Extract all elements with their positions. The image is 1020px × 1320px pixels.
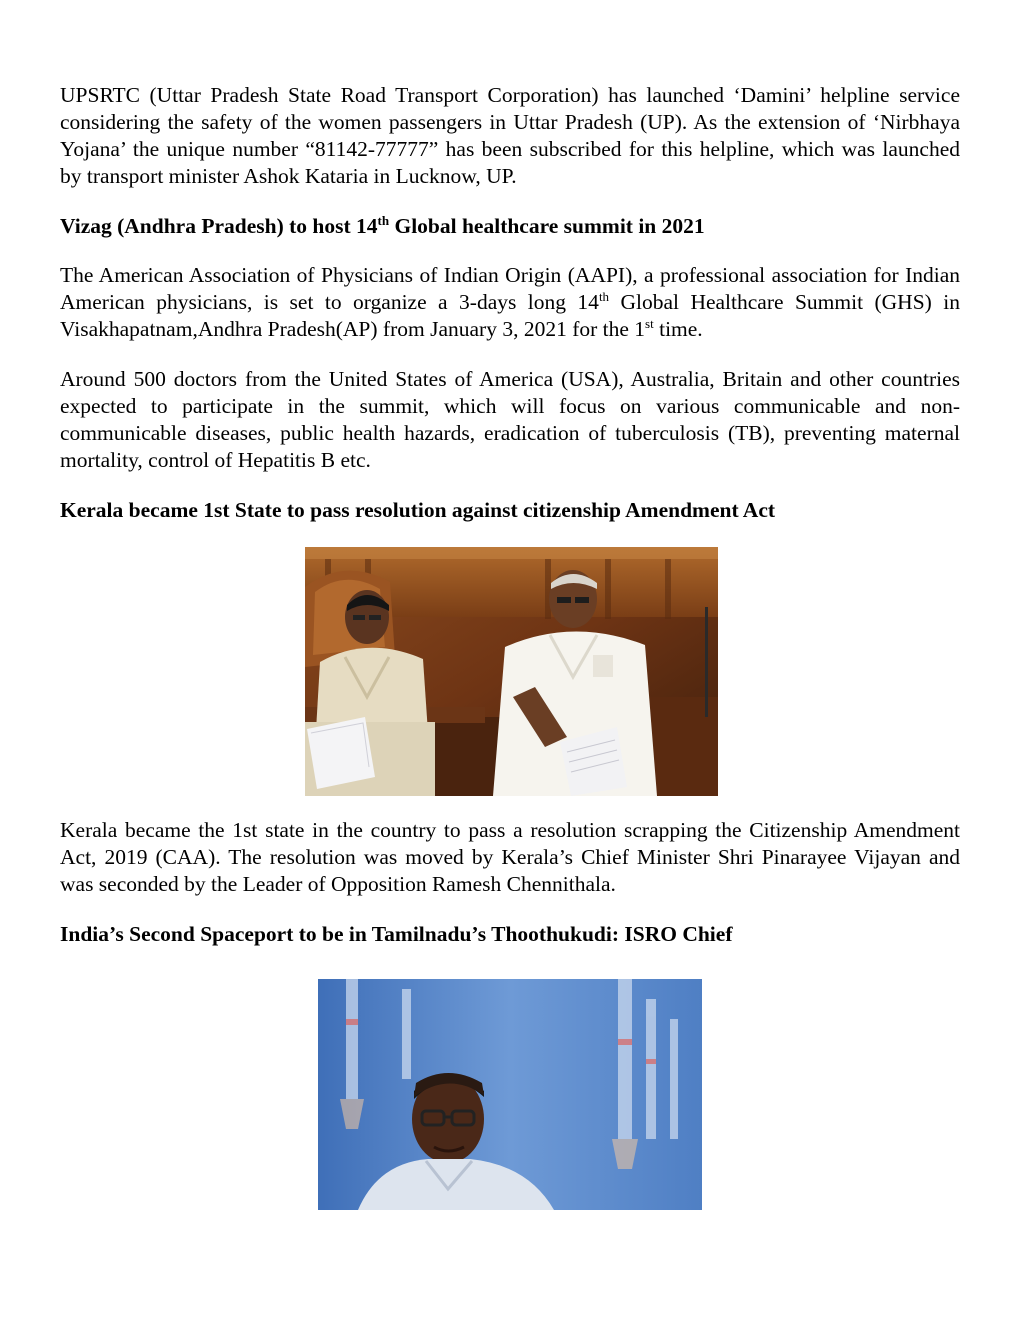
vizag-heading-post: Global healthcare summit in 2021 (389, 214, 705, 238)
kerala-heading: Kerala became 1st State to pass resolution against citizenship Amendment Act (60, 498, 776, 522)
kerala-paragraph: Kerala became the 1st state in the country to pass a resolution scrapping the Citizenship Amendment Act, 2019 (CAA). The resolution was moved by Kerala’s Chief Minister Shri Pinarayee Vijayan and was seconded by the Leader of Opposition Ramesh Chennithala. (60, 818, 960, 896)
vizag-p1-part-c: time. (653, 317, 703, 341)
vizag-p1-part-a: The American Association of Physicians of Indian Origin (AAPI), a professional association for Indian American physicians, is set to organize a 3-days long 14 (60, 263, 960, 314)
upsrtc-paragraph: UPSRTC (Uttar Pradesh State Road Transport Corporation) has launched ‘Damini’ helpline service considering the safety of the women passengers in Uttar Pradesh (UP). As the extension of ‘Nirbhaya Yojana’ the unique number “81142-77777” has been subscribed for this helpline, which was launched by transport minister Ashok Kataria in Lucknow, UP. (60, 83, 960, 188)
vizag-paragraph-1 (60, 262, 960, 343)
vizag-heading (60, 213, 960, 240)
vizag-heading-sup: th (377, 212, 390, 228)
kerala-section (60, 817, 960, 948)
vizag-p1-sup-1: th (598, 288, 610, 304)
vizag-paragraph-2: Around 500 doctors from the United States of America (USA), Australia, Britain and other countries expected to participate in the summit, which will focus on various communicable and non-communicable diseases, public health hazards, eradication of tuberculosis (TB), preventing maternal mortality, control of Hepatitis B etc. (60, 367, 960, 472)
kerala-heading-block (60, 497, 960, 524)
vizag-heading-pre: Vizag (Andhra Pradesh) to host 14 (60, 214, 378, 238)
vizag-p1-sup-2: st (645, 315, 654, 331)
kerala-assembly-photo (305, 547, 718, 796)
upsrtc-section (60, 82, 960, 190)
isro-heading: India’s Second Spaceport to be in Tamilnadu’s Thoothukudi: ISRO Chief (60, 922, 733, 946)
vizag-p1-part-b: Global Healthcare Summit (GHS) in Visakhapatnam,Andhra Pradesh(AP) from January 3, 2021 for the 1 (60, 290, 960, 341)
isro-chief-photo (318, 979, 702, 1210)
vizag-section (60, 213, 960, 474)
